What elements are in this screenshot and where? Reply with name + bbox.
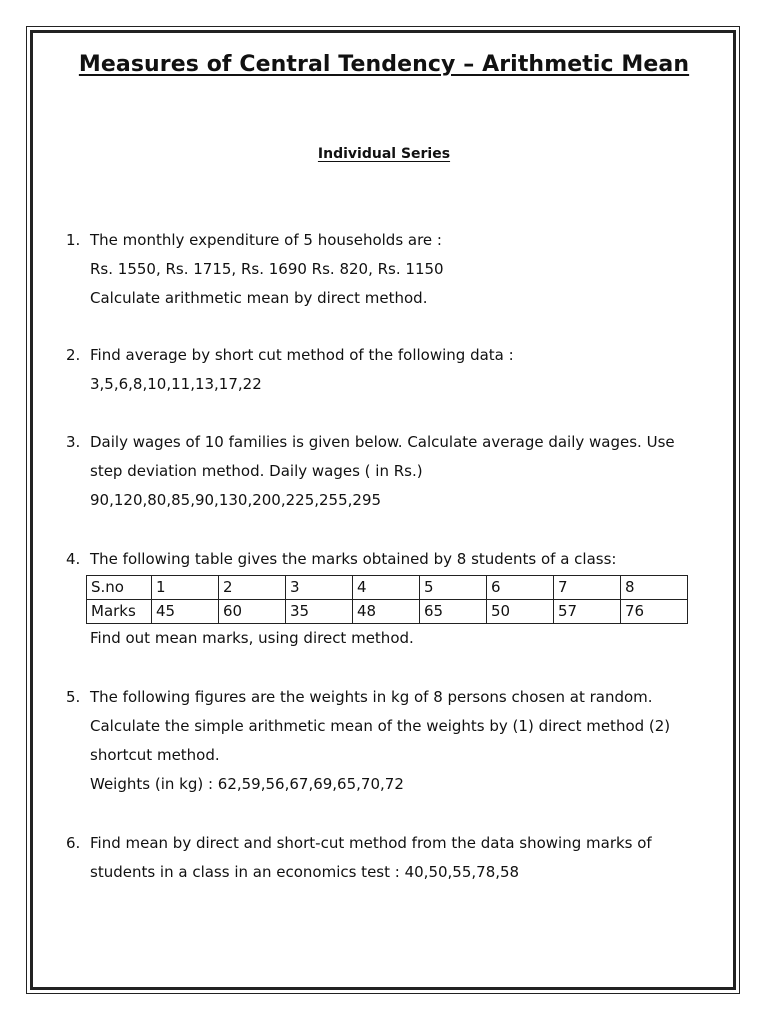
question-text: 3,5,6,8,10,11,13,17,22 <box>90 375 262 393</box>
table-cell: 1 <box>152 576 219 600</box>
question-text: Find average by short cut method of the following data : <box>90 346 514 364</box>
question-text: Rs. 1550, Rs. 1715, Rs. 1690 Rs. 820, Rs. 1150 <box>90 260 444 278</box>
question-3 <box>66 428 726 515</box>
table-cell: 45 <box>152 600 219 624</box>
table-header-cell: S.no <box>87 576 152 600</box>
table-cell: 8 <box>621 576 688 600</box>
table-cell: 50 <box>487 600 554 624</box>
question-text: Calculate arithmetic mean by direct method. <box>90 289 428 307</box>
question-number: 3. <box>66 433 81 451</box>
question-number: 1. <box>66 231 81 249</box>
table-cell: 7 <box>554 576 621 600</box>
table-header-cell: Marks <box>87 600 152 624</box>
table-cell: 6 <box>487 576 554 600</box>
question-text: The following table gives the marks obtained by 8 students of a class: <box>90 550 617 568</box>
question-text: The monthly expenditure of 5 households are : <box>90 231 442 249</box>
question-text: Daily wages of 10 families is given below. Calculate average daily wages. Use <box>90 433 675 451</box>
question-5 <box>66 683 726 799</box>
question-text: shortcut method. <box>90 746 220 764</box>
table-cell: 48 <box>353 600 420 624</box>
table-row <box>87 600 688 624</box>
question-number: 4. <box>66 550 81 568</box>
question-number: 6. <box>66 834 81 852</box>
table-cell: 60 <box>219 600 286 624</box>
question-number: 5. <box>66 688 81 706</box>
question-1 <box>66 226 726 313</box>
table-cell: 2 <box>219 576 286 600</box>
table-cell: 3 <box>286 576 353 600</box>
question-text: 90,120,80,85,90,130,200,225,255,295 <box>90 491 382 509</box>
table-cell: 4 <box>353 576 420 600</box>
section-heading: Individual Series <box>317 146 451 162</box>
page-title: Measures of Central Tendency – Arithmetic Mean <box>78 52 690 77</box>
question-text: step deviation method. Daily wages ( in Rs.) <box>90 462 423 480</box>
table-cell: 35 <box>286 600 353 624</box>
marks-table <box>86 575 688 624</box>
table-cell: 5 <box>420 576 487 600</box>
question-text: Calculate the simple arithmetic mean of the weights by (1) direct method (2) <box>90 717 671 735</box>
question-text: Find mean by direct and short-cut method from the data showing marks of <box>90 834 652 852</box>
table-row <box>87 576 688 600</box>
question-text: Weights (in kg) : 62,59,56,67,69,65,70,72 <box>90 775 404 793</box>
question-6 <box>66 829 726 887</box>
question-number: 2. <box>66 346 81 364</box>
question-text: The following figures are the weights in kg of 8 persons chosen at random. <box>90 688 653 706</box>
table-cell: 65 <box>420 600 487 624</box>
question-text: students in a class in an economics test : 40,50,55,78,58 <box>90 863 520 881</box>
table-cell: 57 <box>554 600 621 624</box>
table-cell: 76 <box>621 600 688 624</box>
question-2 <box>66 341 726 399</box>
question-text: Find out mean marks, using direct method. <box>90 629 414 647</box>
question-4 <box>66 545 726 653</box>
